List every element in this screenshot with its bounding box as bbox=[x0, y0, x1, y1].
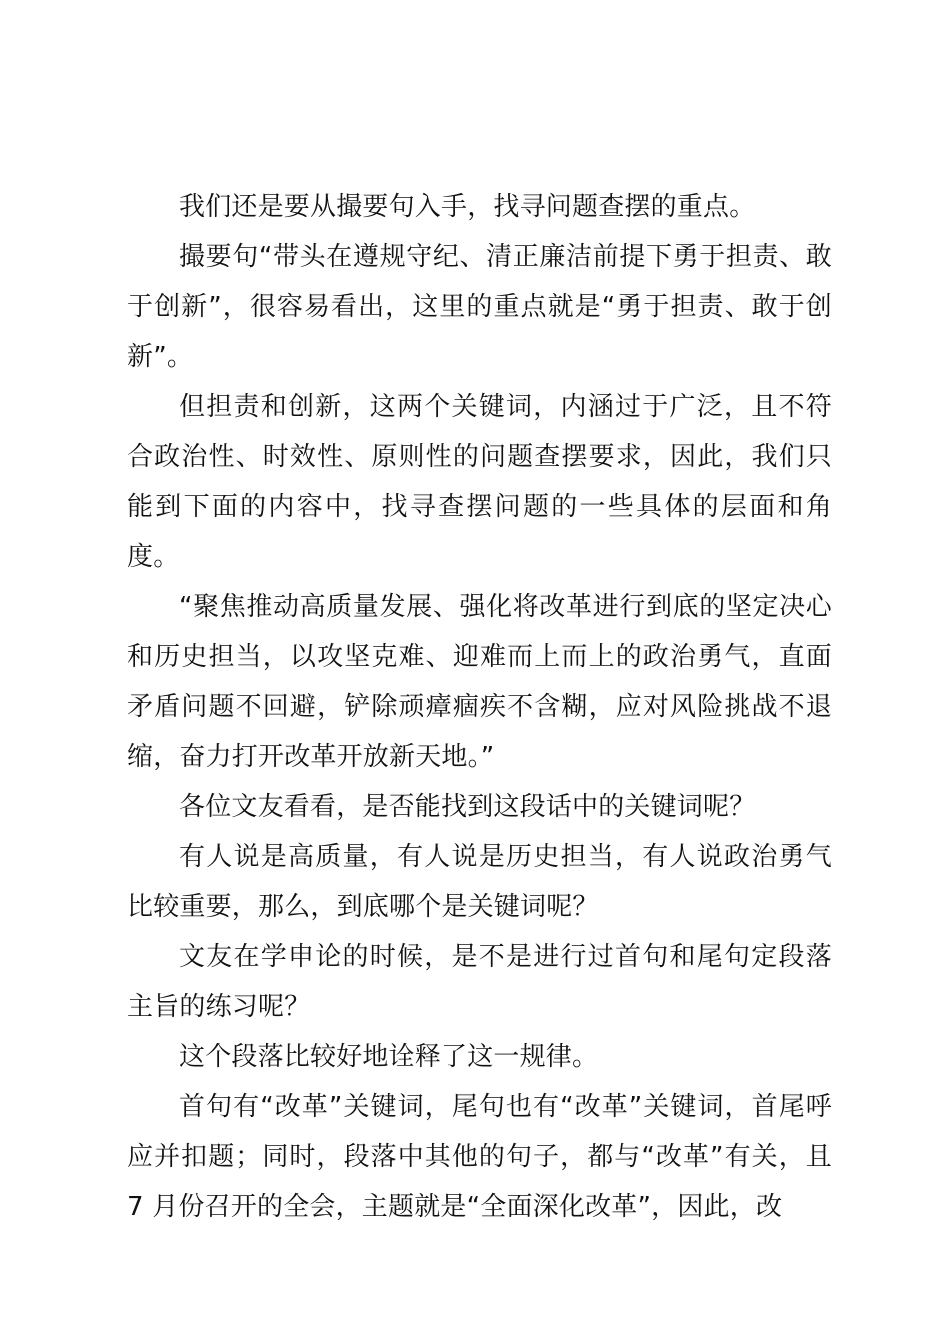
paragraph: 这个段落比较好地诠释了这一规律。 bbox=[179, 1042, 599, 1072]
paragraph: 撮要句“带头在遵规守纪、清正廉洁前提下勇于担责、敢于创新”，很容易看出，这里的重点就是“勇于担责、敢于创新”。 bbox=[127, 242, 832, 372]
paragraph: 有人说是高质量，有人说是历史担当，有人说政治勇气比较重要，那么，到底哪个是关键词呢？ bbox=[127, 842, 832, 922]
paragraph: 各位文友看看，是否能找到这段话中的关键词呢？ bbox=[179, 792, 756, 822]
paragraph: “聚焦推动高质量发展、强化将改革进行到底的坚定决心和历史担当，以攻坚克难、迎难而上而上的政治勇气，直面矛盾问题不回避，铲除顽瘴痼疾不含糊，应对风险挑战不退缩，奋力打开改革开放新天地。” bbox=[127, 592, 832, 772]
paragraph: 文友在学申论的时候，是不是进行过首句和尾句定段落主旨的练习呢？ bbox=[127, 942, 832, 1022]
paragraph: 首句有“改革”关键词，尾句也有“改革”关键词，首尾呼应并扣题；同时，段落中其他的句子，都与“改革”有关，且 7 月份召开的全会，主题就是“全面深化改革”，因此，改 bbox=[127, 1092, 832, 1222]
paragraph: 我们还是要从撮要句入手，找寻问题查摆的重点。 bbox=[179, 192, 756, 222]
paragraph: 但担责和创新，这两个关键词，内涵过于广泛，且不符合政治性、时效性、原则性的问题查摆要求，因此，我们只能到下面的内容中，找寻查摆问题的一些具体的层面和角度。 bbox=[127, 392, 832, 572]
document-body bbox=[127, 182, 832, 1232]
